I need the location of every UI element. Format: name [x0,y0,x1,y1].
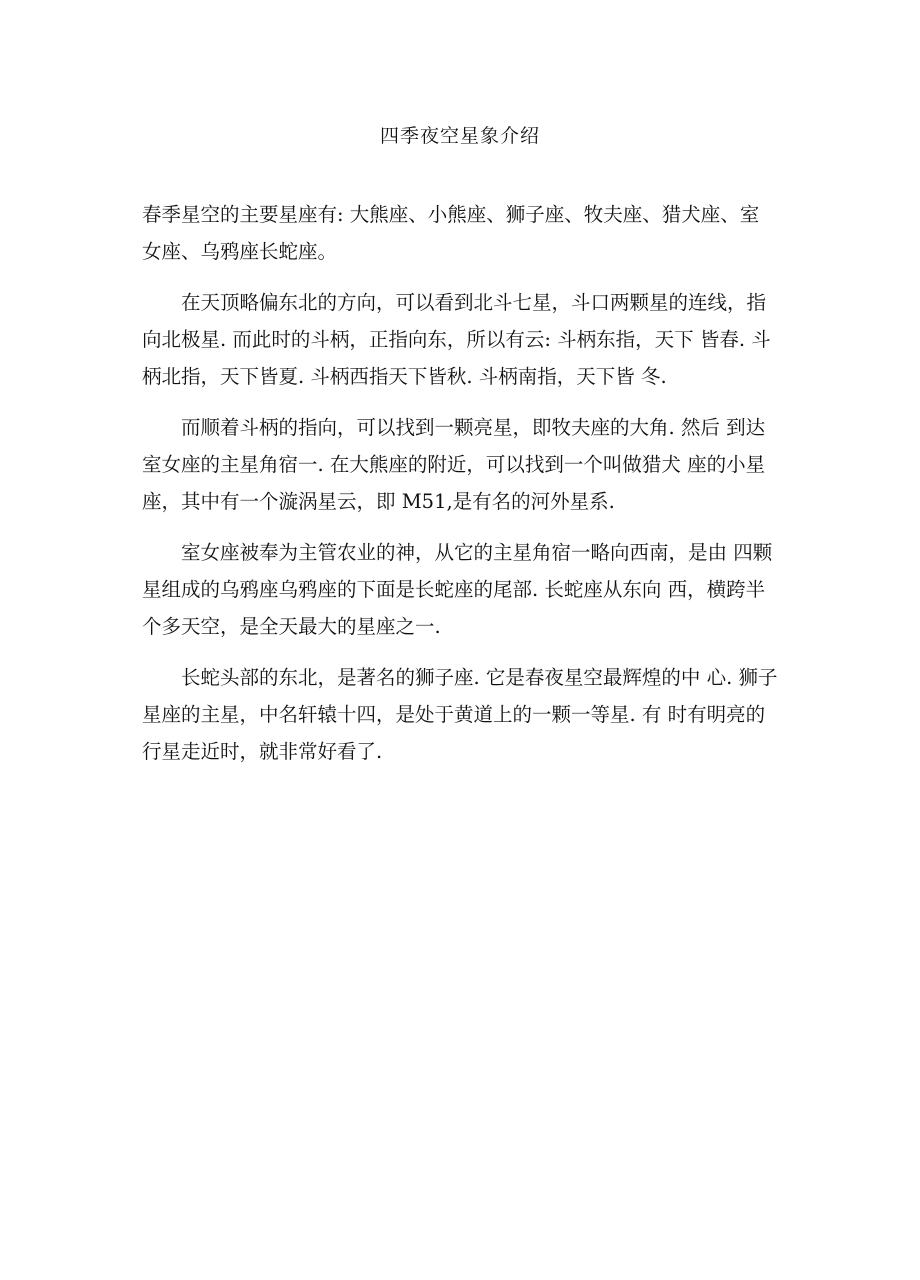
paragraph-spring-constellations: 春季星空的主要星座有: 大熊座、小熊座、狮子座、牧夫座、猎犬座、室女座、乌鸦座长蛇座。 [142,203,760,263]
document-body [142,196,778,784]
paragraph-leo: 长蛇头部的东北，是著名的狮子座. 它是春夜星空最辉煌的中 心. 狮子星座的主星，中名轩辕十四，是处于黄道上的一颗一等星. 有 时有明亮的行星走近时，就非常好看了. [142,666,778,763]
paragraph-arcturus: 而顺着斗柄的指向，可以找到一颗亮星，即牧夫座的大角. 然后 到达室女座的主星角宿一. 在大熊座的附近，可以找到一个叫做猎犬 座的小星座，其中有一个漩涡星云，即 M51,是有名的河外星系. [142,416,766,513]
document-title: 四季夜空星象介绍 [379,125,540,147]
paragraph-virgo: 室女座被奉为主管农业的神，从它的主星角宿一略向西南，是由 四颗星组成的乌鸦座乌鸦座的下面是长蛇座的尾部. 长蛇座从东向 西，横跨半个多天空，是全天最大的星座之一. [142,541,773,638]
paragraph-big-dipper: 在天顶略偏东北的方向，可以看到北斗七星，斗口两颗星的连线，指向北极星. 而此时的斗柄，正指向东，所以有云: 斗柄东指，天下 皆春. 斗柄北指，天下皆夏. 斗柄西指天下皆秋. 斗柄南指，天下皆 冬. [142,291,771,388]
